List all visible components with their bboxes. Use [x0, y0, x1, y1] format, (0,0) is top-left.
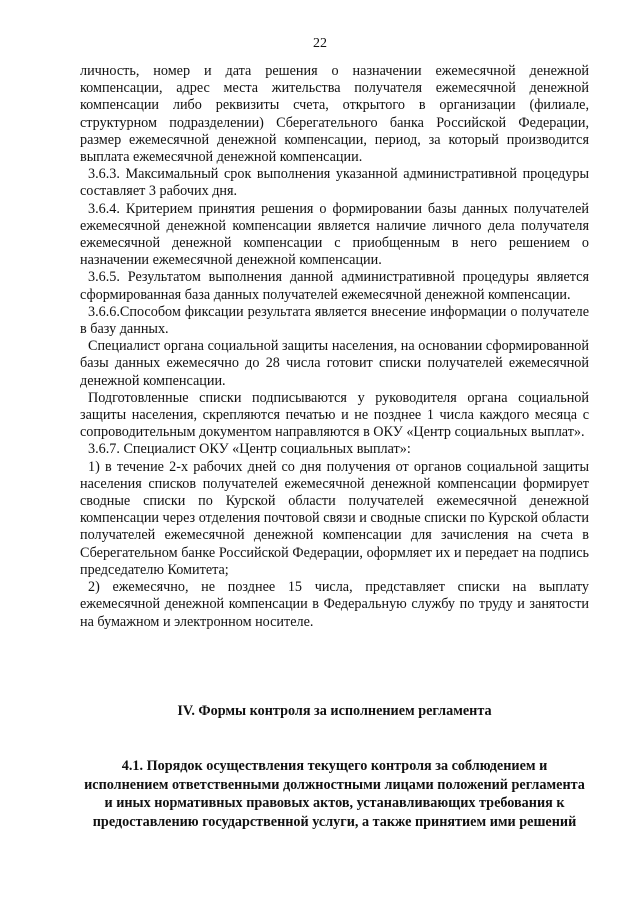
paragraph-3-6-4: 3.6.4. Критерием принятия решения о формировании базы данных получателей ежемесячной денежной компенсации является наличие личного дела получателя ежемесячной денежной компенсации с приобщенным в него решением о назначении ежемесячной денежной компенсации.	[80, 200, 589, 269]
paragraph-3-6-6: 3.6.6.Способом фиксации результата является внесение информации о получателе в базу данных.	[80, 303, 589, 338]
paragraph-signed-lists: Подготовленные списки подписываются у руководителя органа социальной защиты населения, скрепляются печатью и не позднее 1 числа каждого месяца с сопроводительным документом направляются в ОКУ «Центр социальных выплат».	[80, 389, 589, 441]
page-number: 22	[313, 36, 327, 51]
paragraph-item-2: 2) ежемесячно, не позднее 15 числа, представляет списки на выплату ежемесячной денежной компенсации в Федеральную службу по труду и занятости на бумажном и электронном носителе.	[80, 579, 589, 630]
paragraph-specialist-lists: Специалист органа социальной защиты населения, на основании сформированной базы данных ежемесячно до 28 числа готовит списки получателей ежемесячной денежной компенсации.	[80, 338, 589, 389]
section-title: IV. Формы контроля за исполнением регламента	[177, 703, 492, 719]
subsection-title: 4.1. Порядок осуществления текущего контроля за соблюдением и исполнением ответственными должностными лицами положений регламента и иных нормативных правовых актов, устанавливающих требования к предоставлению государственной услуги, а также принятием ими решений	[84, 758, 585, 830]
paragraph-recipient-details: личность, номер и дата решения о назначении ежемесячной денежной компенсации, адрес места жительства получателя ежемесячной денежной компенсации либо реквизиты счета, открытого в организации (филиале, структурном подразделении) Сберегательного банка Российской Федерации, размер ежемесячной денежной компенсации, период, за который производится выплата ежемесячной денежной компенсации.	[80, 63, 589, 166]
paragraph-3-6-7: 3.6.7. Специалист ОКУ «Центр социальных выплат»:	[88, 441, 411, 458]
paragraph-3-6-5: 3.6.5. Результатом выполнения данной административной процедуры является сформированная база данных получателей ежемесячной денежной компенсации.	[80, 269, 589, 303]
paragraph-3-6-3: 3.6.3. Максимальный срок выполнения указанной административной процедуры составляет 3 рабочих дня.	[80, 166, 589, 200]
paragraph-item-1: 1) в течение 2-х рабочих дней со дня получения от органов социальной защиты населения списков получателей ежемесячной денежной компенсации формирует сводные списки по Курской области получателей ежемесячной денежной компенсации через отделения почтовой связи и сводные списки по Курской области получателей ежемесячной денежной компенсации для зачисления на счета в Сберегательном банке Российской Федерации, оформляет их и передает на подпись председателю Комитета;	[80, 458, 589, 578]
body-text	[80, 63, 589, 631]
